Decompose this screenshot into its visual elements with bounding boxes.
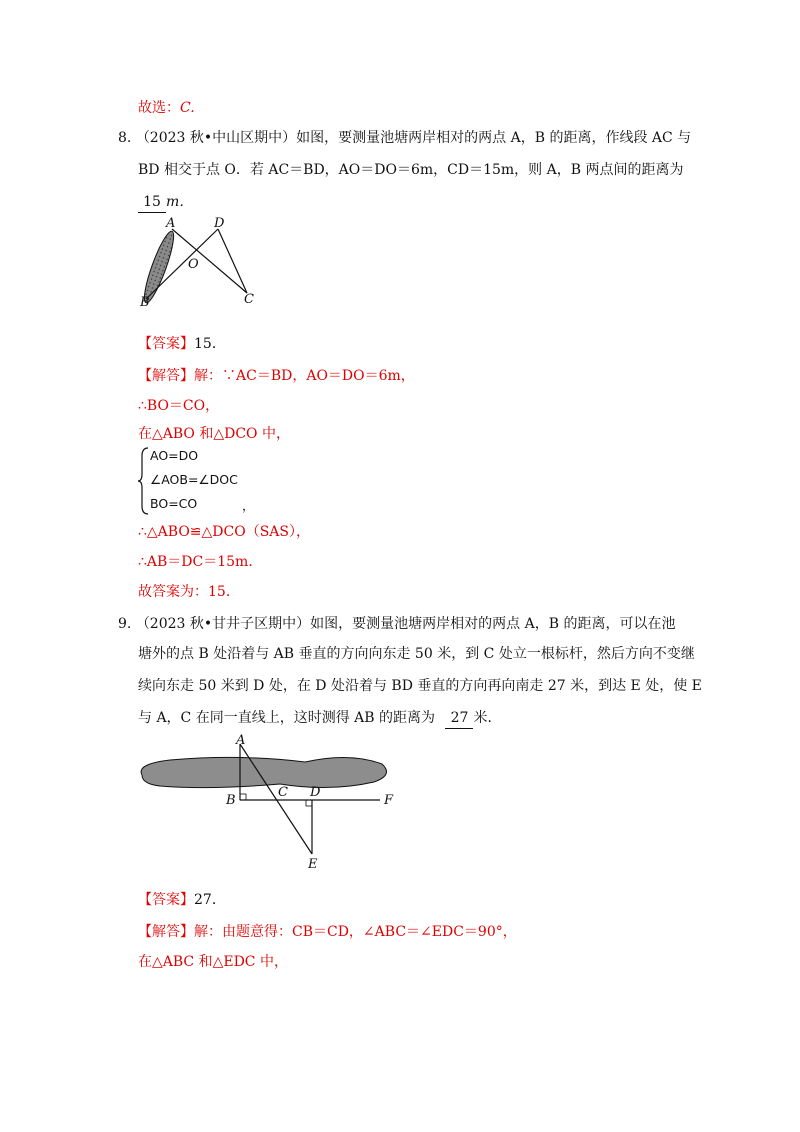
q9-text-2: 塘外的点 B 处沿着与 AB 垂直的方向向东走 50 米，到 C 处立一根标杆，然后方向不变继: [138, 646, 695, 662]
q8-solution-line3: [138, 424, 290, 444]
q8-number: 8.: [118, 130, 132, 146]
q9-label-C: C: [278, 785, 288, 800]
q9-unit: 米．: [473, 710, 502, 726]
q8-solution-line6: [138, 582, 240, 602]
system-comma: ，: [242, 498, 255, 513]
q9-sol2: 在△ABC 和△EDC 中，: [138, 954, 288, 970]
q8-answer-value: 15．: [194, 336, 226, 352]
q8-sol3: 在△ABO 和△DCO 中，: [138, 426, 290, 442]
q8-line1: [118, 128, 691, 148]
prev-answer-line: [138, 98, 195, 118]
pond-shape-q9: [141, 757, 386, 787]
q8-answer-line: [138, 334, 226, 354]
q8-solution-line1: [138, 366, 415, 386]
q9-line1: [118, 614, 675, 634]
right-angle-B: [240, 794, 246, 800]
q9-answer-tag: 【答案】: [138, 892, 194, 908]
q8-sol5: ∴AB＝DC＝15m．: [138, 554, 263, 570]
label-A: A: [166, 216, 176, 231]
q9-line2: [138, 644, 695, 664]
q8-sol4: ∴△ABO≌△DCO（SAS），: [138, 524, 311, 540]
q9-sol1: 解：由题意得：CB＝CD，∠ABC＝∠EDC＝90°，: [194, 924, 517, 940]
label-C: C: [244, 292, 254, 307]
q9-solution-line1: [138, 922, 517, 942]
right-angle-D: [306, 800, 312, 806]
q8-figure: [130, 215, 270, 315]
system-eq-3: BO=CO: [150, 496, 198, 511]
q8-sol1: 解：∵AC＝BD，AO＝DO＝6m，: [194, 368, 415, 384]
q9-text-3: 续向东走 50 米到 D 处，在 D 处沿着与 BD 垂直的方向再向南走 27 米，到达 E 处，使 E: [138, 678, 702, 694]
q8-line3: [138, 192, 193, 213]
q8-answer-blank: 15: [138, 192, 166, 213]
q9-number: 9.: [118, 616, 132, 632]
q9-line3: [138, 676, 702, 696]
q8-unit: m．: [166, 194, 194, 210]
q9-solution-line2: [138, 952, 288, 972]
segment-DC: [218, 229, 247, 293]
q8-source: （2023 秋•中山区期中）: [135, 130, 297, 146]
q9-label-A: A: [236, 733, 246, 748]
q8-sol2: ∴BO＝CO，: [138, 398, 220, 414]
q9-text-4: 与 A，C 在同一直线上，这时测得 AB 的距离为: [138, 710, 436, 726]
prev-answer-label: 故选：: [138, 100, 180, 116]
q8-text-1: 如图，要测量池塘两岸相对的两点 A，B 的距离，作线段 AC 与: [296, 130, 692, 146]
q9-label-F: F: [384, 793, 394, 808]
q9-answer-blank: 27: [445, 708, 473, 729]
q8-answer-tag: 【答案】: [138, 336, 194, 352]
q8-text-2: BD 相交于点 O．若 AC＝BD，AO＝DO＝6m，CD＝15m，则 A，B 两点间的距离为: [138, 162, 684, 178]
q9-label-D: D: [310, 785, 321, 800]
q9-answer-value: 27．: [194, 892, 226, 908]
q9-label-B: B: [226, 793, 236, 808]
q8-equation-system: [138, 446, 298, 516]
label-O: O: [188, 257, 199, 272]
q9-text-1: 如图，要测量池塘两岸相对的两点 A，B 的距离，可以在池: [310, 616, 676, 632]
pond-shape: [139, 229, 178, 305]
q8-line2: [138, 160, 683, 180]
q8-solution-line2: [138, 396, 219, 416]
label-D: D: [214, 216, 225, 231]
q9-solution-tag: 【解答】: [138, 924, 194, 940]
q8-solution-line4: [138, 522, 310, 542]
label-B: B: [140, 295, 150, 310]
q9-line4: [138, 708, 501, 729]
prev-answer-value: C.: [180, 100, 195, 116]
system-eq-2: ∠AOB=∠DOC: [150, 472, 238, 487]
q8-solution-line5: [138, 552, 262, 572]
q9-answer-line: [138, 890, 226, 910]
segment-AC: [172, 229, 247, 293]
q9-source: （2023 秋•甘井子区期中）: [135, 616, 311, 632]
q9-figure: [130, 730, 410, 875]
q9-label-E: E: [308, 857, 318, 872]
q8-sol6: 故答案为：15．: [138, 584, 240, 600]
q8-solution-tag: 【解答】: [138, 368, 194, 384]
system-eq-1: AO=DO: [150, 448, 199, 463]
brace-icon: [138, 446, 150, 516]
